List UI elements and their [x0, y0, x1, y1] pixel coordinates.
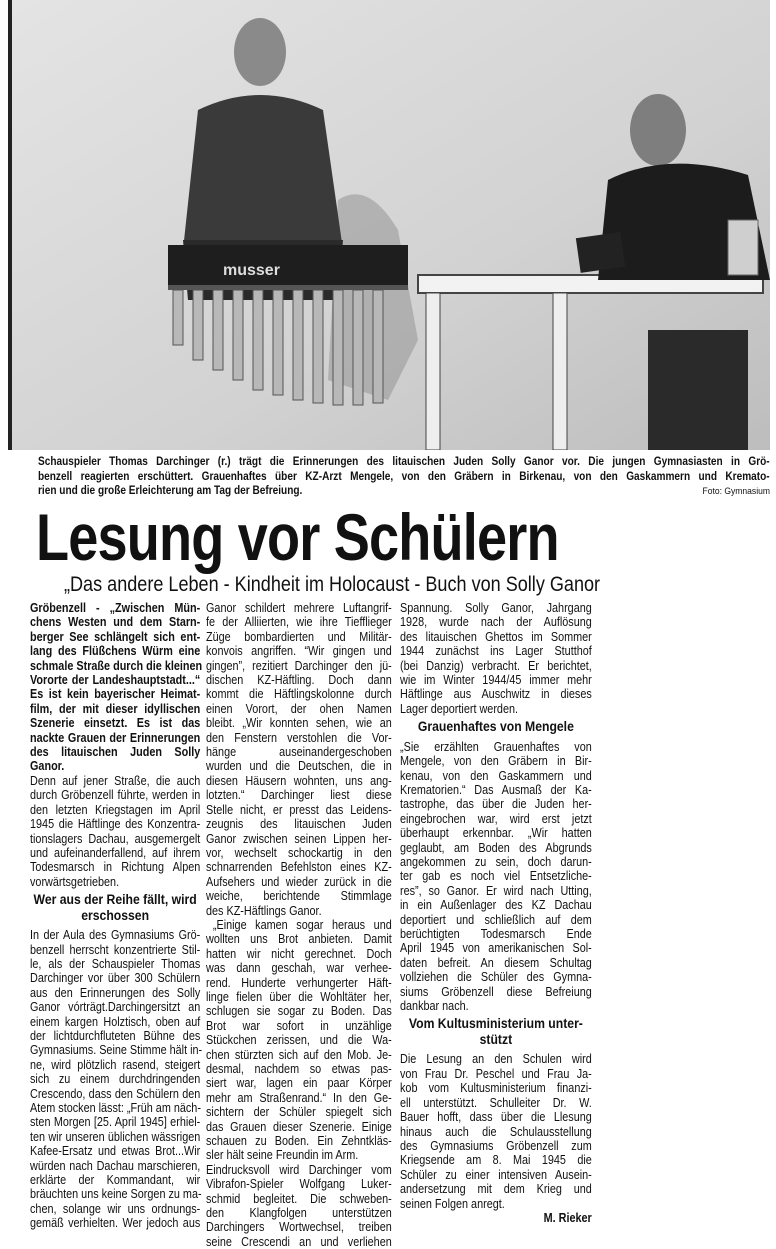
- text-line: linge fielen über die Wohltäter her,: [206, 989, 392, 1004]
- text-line: wurden und die Deutschen, die in: [206, 759, 392, 774]
- section-heading: [30, 893, 200, 924]
- text-line: dischen KZ-Häftling. Doch dann: [206, 673, 392, 688]
- text-line: schmid begleitet. Die schweben-: [206, 1191, 392, 1206]
- text-line: andersetzung mit dem Krieg und: [400, 1182, 592, 1197]
- body-paragraph: [400, 601, 592, 716]
- text-line: (bei Danzig) verbracht. Er berichtet,: [400, 658, 592, 673]
- text-line: Todesmarsch in Richtung Alpen: [30, 860, 201, 875]
- text-line: Darchingers Wortwechsel, treiben: [206, 1220, 392, 1235]
- text-line: Eindrucksvoll wird Darchinger vom: [206, 1162, 392, 1177]
- body-paragraph: [400, 1052, 592, 1210]
- text-line: lotzten.“ Darchinger liest diese: [206, 788, 392, 803]
- body-paragraph: [206, 1163, 392, 1249]
- text-line: vor, wechselt schockartig in den: [206, 845, 392, 860]
- text-line: siert war, lagen ein paar Körper: [206, 1076, 392, 1091]
- text-line: was dann geschah, war verhee-: [206, 961, 392, 976]
- text-line: ell unterstützt. Schulleiter Dr. W.: [400, 1095, 592, 1110]
- text-line: 1928, wurde nach der Auflösung: [400, 615, 592, 630]
- text-line: April 1945 von amerikanischen Sol-: [400, 941, 592, 956]
- text-line: Ganor schildert mehrere Luftangrif-: [206, 601, 392, 615]
- text-line: le, als der Schauspieler Thomas: [30, 956, 201, 971]
- text-line: gingen”, rezitiert Darchinger den jü-: [206, 658, 392, 673]
- text-line: Grauenhaftes von Mengele: [417, 719, 574, 736]
- text-line: zeugnis des litauischen Juden: [206, 817, 392, 832]
- text-line: erschossen: [81, 907, 150, 924]
- text-line: angekommen zu sein, doch darun-: [400, 855, 592, 869]
- caption-line: rien und die große Erleichterung am Tag der Befreiung.: [38, 484, 303, 498]
- text-line: bleibt. „Wir konnten sehen, wie an: [206, 716, 392, 731]
- article-subtitle: „Das andere Leben - Kindheit im Holocaust - Buch von Solly Ganor: [64, 573, 601, 596]
- text-line: den Fenstern verstohlen die Vor-: [206, 730, 392, 745]
- body-paragraph: [206, 918, 392, 1163]
- text-line: 1944 zunächst ins Lager Stutthof: [400, 644, 592, 659]
- text-line: bräuchten uns keine Sorgen zu ma-: [30, 1187, 202, 1202]
- section-heading: [400, 720, 592, 736]
- text-line: deportiert und schließlich auf dem: [400, 912, 592, 927]
- text-line: desmal, nachdem so etwas pas-: [206, 1062, 392, 1076]
- text-line: Wer aus der Reihe fällt, wird: [33, 892, 197, 909]
- text-line: seine Crescendi an und verliehen: [206, 1234, 392, 1249]
- text-line: erklärte der Kommandant, wir: [30, 1173, 201, 1188]
- text-line: kob vom Kultusministerium finanzi-: [400, 1081, 592, 1096]
- caption-line: Schauspieler Thomas Darchinger (r.) trägt die Erinnerungen des litauischen Juden Solly Ganor vor. Die jungen Gymnasiasten in Grö-: [38, 455, 770, 468]
- text-line: Vibrafon-Spieler Wolfgang Luker-: [206, 1177, 392, 1192]
- text-line: mehr am Straßenrand.“ In den Ge-: [206, 1090, 392, 1105]
- body-paragraph: [400, 740, 592, 1014]
- text-line: rend. Hunderte verhungerter Häft-: [206, 975, 392, 990]
- text-line: konvois angriffen. “Wir gingen und: [206, 644, 392, 659]
- text-line: 1945 die Häftlinge des Konzentra-: [30, 817, 201, 832]
- text-line: schnarrenden Befehlston eines KZ-: [206, 860, 392, 875]
- text-line: fe der Alliierten, wie ihre Tiefflieger: [206, 615, 392, 630]
- text-line: film, der mit dieser idyllischen: [30, 701, 201, 716]
- text-line: hatten wir nicht gerechnet. Doch: [206, 946, 392, 961]
- text-line: berger See schlängelt sich ent-: [30, 629, 201, 644]
- text-line: berüchtigten Todesmarsch Ende: [400, 927, 592, 942]
- text-line: lang des Flüßchens Würm eine: [30, 644, 201, 659]
- text-line: seinen Folgen anregt.: [400, 1196, 505, 1211]
- text-line: der lichtdurchfluteten Bühne des: [30, 1028, 201, 1043]
- text-line: res”, so Ganor. Er wird nach Utting,: [400, 883, 592, 898]
- text-line: Ganor zwischen seinen Lippen her-: [206, 831, 392, 846]
- text-line: ter gab es noch viel Entsetzliche-: [400, 869, 592, 884]
- text-line: Häftlinge aus Auschwitz in dieses: [400, 687, 592, 702]
- text-line: gemäß verhielten. Wer jedoch aus: [30, 1216, 201, 1231]
- text-line: des litauischen Ghettos im Sommer: [400, 629, 592, 644]
- text-line: vollziehen die Schüler des Gymna-: [400, 970, 592, 985]
- text-line: Vom Kultusministerium unter-: [408, 1016, 583, 1033]
- text-line: Züge bombardierten und Militär-: [206, 629, 392, 644]
- text-line: weiche, berichtende Stimmlage: [206, 889, 392, 904]
- text-line: Kriegsende am 8. Mai 1945 die: [400, 1153, 592, 1168]
- text-line: und aufeinanderfallend, auf ihrem: [30, 845, 201, 860]
- text-line: kenau, von den Gaskammern und: [400, 768, 592, 783]
- text-line: einen Vorort, der ohen Namen: [206, 701, 392, 716]
- text-line: tionslagers Dachau, ausgemergelt: [30, 831, 201, 846]
- text-line: daten befreit. An diesem Schultag: [400, 955, 592, 970]
- text-line: „Einige kamen sogar heraus und: [212, 917, 392, 932]
- lead-paragraph: [30, 601, 203, 774]
- text-line: dankbar nach.: [400, 999, 469, 1014]
- text-line: sichtern der Schüler spiegelt sich: [206, 1105, 392, 1120]
- text-line: in ein Außenlager des KZ Dachau: [400, 898, 592, 913]
- article-column-1: [30, 601, 203, 1231]
- body-paragraph: [206, 601, 392, 918]
- text-line: einem kargen Holztisch, oben auf: [30, 1014, 201, 1029]
- photo-credit: Foto: Gymnasium: [702, 486, 770, 498]
- text-line: stützt: [479, 1031, 513, 1048]
- text-line: Spannung. Solly Ganor, Jahrgang: [400, 601, 592, 615]
- body-paragraph: [30, 928, 203, 1231]
- text-line: wie im Winter 1944/45 immer mehr: [400, 673, 592, 688]
- photo-caption: [38, 455, 770, 499]
- text-line: Ganor vórträgt.Darchingersitzt an: [30, 1000, 201, 1015]
- text-line: Stelle nicht, er presst das Leidens-: [206, 802, 392, 817]
- text-line: würden nach Dachau marschieren,: [30, 1158, 201, 1173]
- text-line: diesen Häusern wohnten, uns ang-: [206, 773, 392, 788]
- text-line: den letzten Kriegstagen im April: [30, 802, 201, 817]
- text-line: aus den Erinnerungen des Solly: [30, 985, 201, 1000]
- text-line: benzell herrscht konzentrierte Stil-: [30, 942, 201, 957]
- text-line: das Grauen dieser Szenerie. Einige: [206, 1119, 392, 1134]
- text-line: Crescendo, dass den Schülern den: [30, 1086, 201, 1101]
- text-line: vorwärtsgetrieben.: [30, 874, 120, 889]
- text-line: chens Westen und dem Starn-: [30, 615, 201, 630]
- text-line: Szenerie einsetzt. Es ist das: [30, 716, 201, 731]
- text-line: sler hält seine Freundin im Arm.: [206, 1148, 359, 1163]
- text-line: Kafee-Ersatz und etwas Brot...Wir: [30, 1144, 201, 1159]
- text-line: sich zu einem durchdringenden: [30, 1072, 201, 1087]
- text-line: schauen zu Boden. Ein Zehntkläs-: [206, 1134, 392, 1149]
- text-line: Lager deportiert werden.: [400, 701, 519, 716]
- text-line: wollten uns Brot anbieten. Damit: [206, 932, 392, 947]
- photo-reading-scene: [8, 0, 770, 450]
- text-line: Es ist kein bayerischer Heimat-: [30, 687, 201, 702]
- text-line: Brot war sofort in unzählige: [206, 1018, 392, 1033]
- text-line: Mengele, von den Gräbern in Bir-: [400, 754, 592, 769]
- text-line: Die Lesung an den Schulen wird: [400, 1052, 592, 1067]
- text-line: schlugen sie sogar zu Boden. Das: [206, 1004, 392, 1019]
- text-line: chen stürzten sich auf den Mob. Je-: [206, 1047, 392, 1062]
- text-line: Vororte der Landeshauptstadt...“: [30, 673, 201, 688]
- text-line: Bauer hofft, dass über die Llesung: [400, 1110, 592, 1125]
- caption-line: benzell reagierten erschüttert. Grauenhaftes über KZ-Arzt Mengele, von den Gräbern in Birkenau, von den Gaskammern und Kremato-: [38, 469, 770, 483]
- article-photo: [8, 0, 770, 450]
- body-paragraph: [30, 774, 200, 889]
- text-line: tastrophe, das über die Juden her-: [400, 797, 592, 812]
- text-line: den Klangfolgen unterstützen: [206, 1206, 392, 1221]
- text-line: eingebrochen war, wird erst jetzt: [400, 811, 592, 826]
- text-line: Stückchen zerissen, und die Wa-: [206, 1033, 392, 1048]
- text-line: hinaus auch die Schulausstellung: [400, 1124, 592, 1139]
- text-line: des Gymnasiums Gröbenzell zum: [400, 1138, 592, 1153]
- text-line: sten Morgen [25. April 1945] erhiel-: [30, 1115, 201, 1130]
- article-headline: Lesung vor Schülern: [36, 500, 559, 574]
- article-column-3: [400, 601, 592, 1225]
- text-line: ten wir unseren üblichen wässrigen: [30, 1129, 201, 1144]
- text-line: Aufsehers und wieder zurück in die: [206, 874, 392, 889]
- text-line: nackte Grauen der Erinnerungen: [30, 730, 201, 745]
- text-line: Atem stocken lässt: „Früh am näch-: [30, 1101, 201, 1115]
- text-line: Schüler zu einer intensiven Ausein-: [400, 1167, 592, 1182]
- text-line: siums Gröbenzell diese Befreiung: [400, 984, 592, 999]
- text-line: M. Rieker: [543, 1210, 592, 1225]
- text-line: geglaubt, am Boden des Abgrunds: [400, 840, 592, 855]
- text-line: hänge auseinandergeschoben: [206, 745, 392, 760]
- text-line: Denn auf jener Straße, die auch: [30, 773, 201, 788]
- text-line: durch Gröbenzell führte, werden in: [30, 788, 201, 803]
- text-line: Krematorien.“ Das Ausmaß der Ka-: [400, 782, 592, 797]
- text-line: Gymnasiums. Seine Stimme hält in-: [30, 1043, 203, 1058]
- text-line: des litauischen Juden Solly: [30, 745, 201, 760]
- text-line: kommt die Häftlingskolonne durch: [206, 687, 392, 702]
- text-line: ne, wird plötzlich rasend, steigert: [30, 1057, 201, 1072]
- article-column-2: [206, 601, 392, 1249]
- section-heading: [400, 1017, 592, 1048]
- text-line: Ganor.: [30, 759, 65, 774]
- caption-last-row: [38, 484, 770, 499]
- text-line: Gröbenzell - „Zwischen Mün-: [30, 601, 201, 615]
- text-line: von Frau Dr. Peschel und Frau Ja-: [400, 1066, 592, 1081]
- text-line: überhaupt erkennbar. „Wir hatten: [400, 826, 592, 841]
- author-signature: [400, 1211, 592, 1225]
- text-line: „Sie erzählten Grauenhaftes von: [400, 739, 592, 754]
- text-line: chen, solange wir uns ordnungs-: [30, 1201, 201, 1216]
- text-line: des KZ-Häftlings Ganor.: [206, 903, 322, 918]
- text-line: Darchinger vor über 300 Schülern: [30, 971, 201, 986]
- text-line: In der Aula des Gymnasiums Grö-: [30, 928, 201, 943]
- instrument-brand-logo: musser: [223, 262, 280, 279]
- text-line: schmale Straße durch die kleinen: [30, 658, 203, 673]
